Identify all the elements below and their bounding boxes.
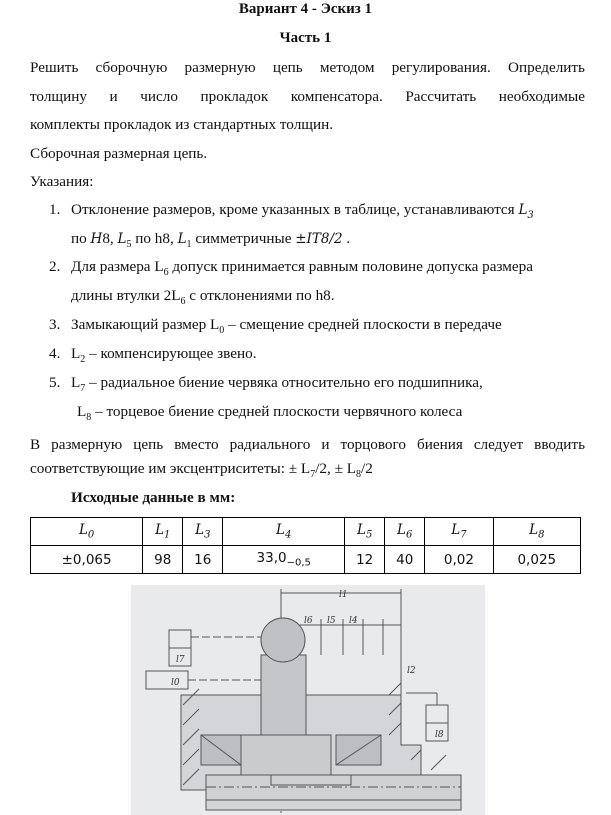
instruction-item-1: 1. Отклонение размеров, кроме указанных в таблице, устанавливаются $L_3$ xyxy=(49,201,534,222)
chain-label: Сборочная размерная цепь. xyxy=(30,145,208,162)
dim-label-l8: l8 xyxy=(435,730,444,740)
table-row xyxy=(31,546,581,574)
value-cell: 16 xyxy=(183,546,223,574)
header-cell: $L_8$ xyxy=(493,518,580,546)
header-cell: $L_4$ xyxy=(223,518,345,546)
dim-label-l4: l4 xyxy=(349,616,358,626)
value-cell: $33,0_{-0,5}$ xyxy=(223,546,345,574)
header-cell: $L_7$ xyxy=(425,518,493,546)
instructions-label: Указания: xyxy=(30,173,94,190)
header-cell: $L_0$ xyxy=(31,518,143,546)
table-header-row xyxy=(31,518,581,546)
value-cell: 40 xyxy=(385,546,425,574)
instruction-item-4: 4. $L_2$ – компенсирующее звено. xyxy=(49,345,257,366)
outro-line-2: соответствующие им эксцентриситеты: ± $L_7/2$, ± $L_8/2$ xyxy=(30,460,373,481)
dim-label-l7: l7 xyxy=(176,655,185,665)
header-cell: $L_1$ xyxy=(143,518,183,546)
part-title: Часть 1 xyxy=(279,30,332,46)
dim-label-l2: l2 xyxy=(407,666,416,676)
header-cell: $L_5$ xyxy=(345,518,385,546)
value-cell: 98 xyxy=(143,546,183,574)
dim-label-l5: l5 xyxy=(327,616,336,626)
value-cell: 0,025 xyxy=(493,546,580,574)
intro-line-1: Решить сборочную размерную цепь методом регулирования. Определить xyxy=(30,59,585,76)
data-title: Исходные данные в мм: xyxy=(71,489,236,506)
instruction-item-5-cont: $L_8$ – торцевое биение средней плоскости червячного колеса xyxy=(77,403,463,424)
header-cell: $L_3$ xyxy=(183,518,223,546)
variant-title: Вариант 4 - Эскиз 1 xyxy=(238,1,373,17)
intro-line-3: комплекты прокладок из стандартных толщин. xyxy=(30,116,334,133)
outro-line-1: В размерную цепь вместо радиального и торцового биения следует вводить xyxy=(30,436,585,453)
instruction-item-2: 2. Для размера $L_6$ допуск принимается равным половине допуска размера xyxy=(49,258,533,279)
assembly-sketch xyxy=(131,585,485,815)
dim-label-l1: l1 xyxy=(339,590,348,600)
instruction-item-2-cont: длины втулки $2L_6$ с отклонениями по h8. xyxy=(71,287,335,308)
instruction-item-1-cont: по H8, $L_5$ по h8, $L_1$ симметричные ±IT8/2 . xyxy=(71,230,351,251)
data-table xyxy=(30,517,581,574)
instruction-item-5: 5. $L_7$ – радиальное биение червяка относительно его подшипника, xyxy=(49,374,483,395)
value-cell: 0,02 xyxy=(425,546,493,574)
value-cell: 12 xyxy=(345,546,385,574)
value-cell: ±0,065 xyxy=(31,546,143,574)
instruction-item-3: 3. Замыкающий размер $L_0$ – смещение средней плоскости в передаче xyxy=(49,316,502,337)
intro-line-2: толщину и число прокладок компенсатора. Рассчитать необходимые xyxy=(30,88,585,105)
dim-label-l0: l0 xyxy=(171,678,180,688)
header-cell: $L_6$ xyxy=(385,518,425,546)
dim-label-l6: l6 xyxy=(304,616,313,626)
